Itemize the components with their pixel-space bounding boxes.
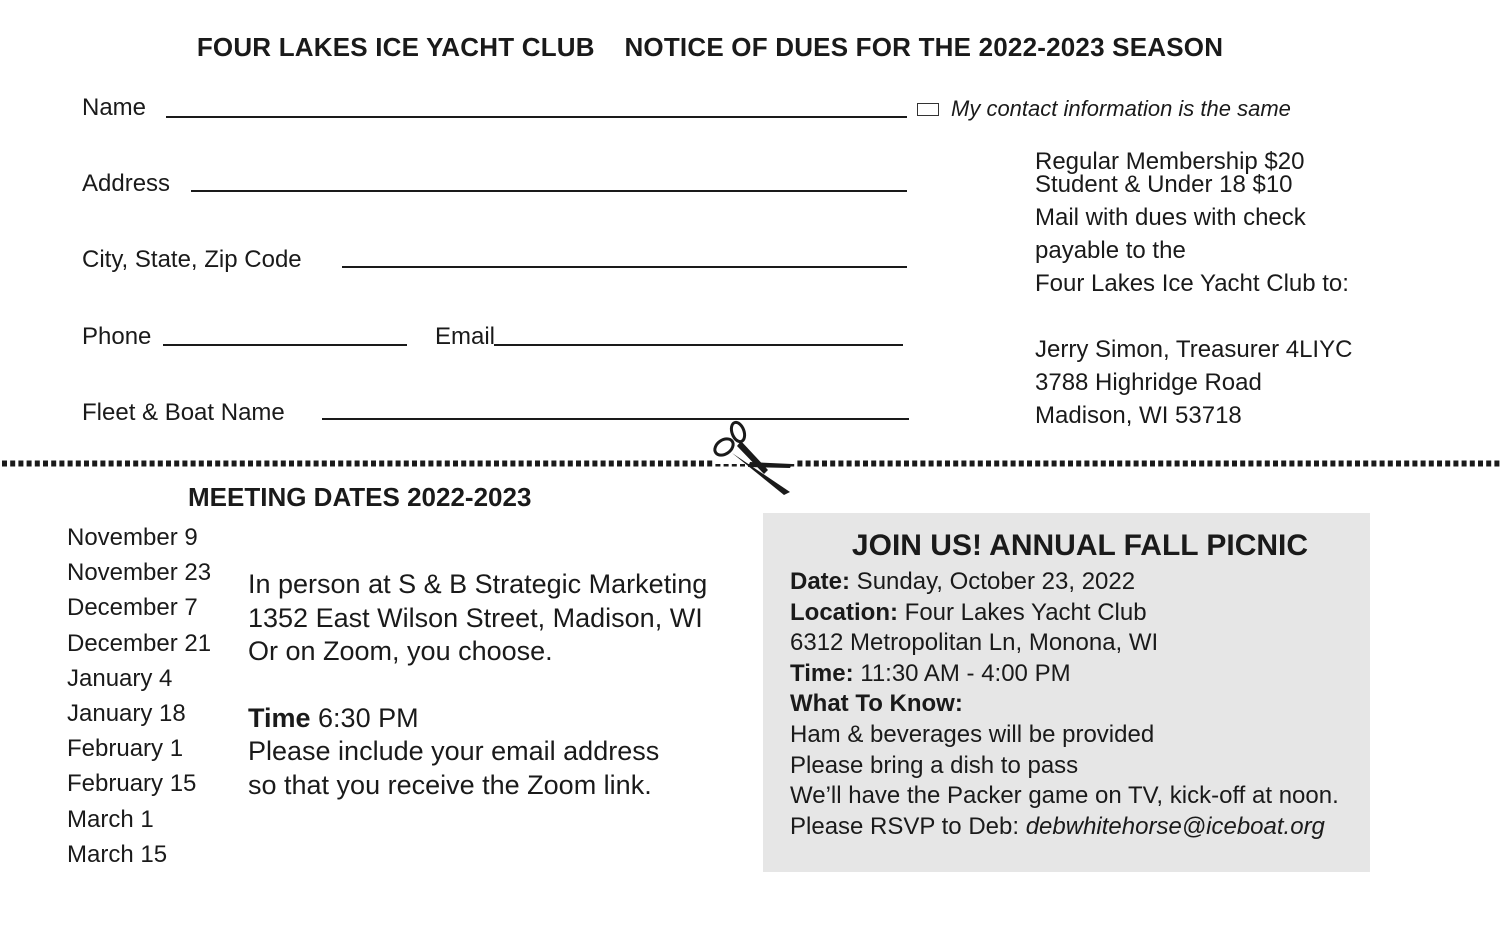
meeting-date: December 7 — [67, 594, 198, 622]
email-label: Email — [435, 323, 496, 350]
picnic-location-label: Location: — [790, 598, 898, 626]
notice-title: FOUR LAKES ICE YACHT CLUB NOTICE OF DUES FOR THE 2022-2023 SEASON — [196, 32, 1224, 62]
picnic-time-label: Time: — [790, 659, 854, 687]
email-note-2: so that you receive the Zoom link. — [248, 769, 652, 800]
treasurer-city: Madison, WI 53718 — [1035, 402, 1242, 429]
picnic-item: We’ll have the Packer game on TV, kick-off at noon. — [790, 782, 1339, 810]
picnic-time-value: 11:30 AM - 4:00 PM — [853, 659, 1071, 687]
meeting-date: February 15 — [67, 770, 197, 798]
fleet-boat-label: Fleet & Boat Name — [82, 399, 285, 426]
meeting-date: March 1 — [67, 805, 154, 833]
meeting-location-2: 1352 East Wilson Street, Madison, WI — [248, 602, 703, 633]
fleet-boat-field[interactable] — [322, 418, 909, 420]
scissors-icon — [706, 418, 796, 498]
city-state-zip-label: City, State, Zip Code — [82, 246, 302, 273]
picnic-panel — [763, 513, 1370, 872]
rsvp-label: Please RSVP to Deb: — [790, 812, 1026, 840]
rsvp-email-link[interactable]: debwhitehorse@iceboat.org — [1025, 812, 1325, 840]
email-field[interactable] — [494, 344, 903, 346]
picnic-date-value: Sunday, October 23, 2022 — [850, 568, 1136, 595]
picnic-item: Ham & beverages will be provided — [790, 720, 1155, 748]
picnic-location-value: Four Lakes Yacht Club — [898, 598, 1147, 626]
same-contact-checkbox[interactable] — [917, 103, 939, 116]
treasurer-street: 3788 Highridge Road — [1035, 369, 1262, 396]
email-note-1: Please include your email address — [248, 736, 660, 766]
picnic-location — [790, 598, 1370, 629]
meeting-date: January 18 — [67, 700, 186, 728]
meeting-date: November 23 — [67, 559, 212, 587]
meeting-dates-list — [67, 520, 211, 872]
meeting-date: December 21 — [67, 629, 212, 657]
picnic-title: JOIN US! ANNUAL FALL PICNIC — [851, 529, 1309, 562]
meeting-date: February 1 — [67, 735, 184, 763]
meeting-time-value: 6:30 PM — [310, 702, 419, 733]
picnic-address: 6312 Metropolitan Ln, Monona, WI — [790, 629, 1159, 657]
picnic-details — [790, 567, 1370, 842]
picnic-date-label: Date: — [790, 568, 851, 595]
mail-instructions-1: Mail with dues with check — [1035, 204, 1306, 231]
same-contact-label: My contact information is the same — [951, 96, 1291, 121]
name-label: Name — [82, 94, 147, 121]
picnic-date — [790, 567, 1370, 598]
regular-membership: Regular Membership $20 — [1035, 148, 1305, 175]
picnic-item: Please bring a dish to pass — [790, 751, 1079, 779]
picnic-time — [790, 659, 1370, 690]
name-field[interactable] — [166, 116, 907, 118]
phone-label: Phone — [82, 323, 152, 350]
dues-info — [1035, 145, 1352, 432]
meeting-info — [248, 568, 707, 802]
meeting-date: November 9 — [67, 524, 198, 551]
student-membership: Student & Under 18 $10 — [1035, 171, 1293, 198]
phone-field[interactable] — [163, 344, 407, 346]
mail-instructions-3: Four Lakes Ice Yacht Club to: — [1035, 270, 1349, 297]
meeting-location-3: Or on Zoom, you choose. — [248, 636, 553, 666]
picnic-know-label: What To Know: — [790, 690, 963, 718]
treasurer-name: Jerry Simon, Treasurer 4LIYC — [1035, 336, 1353, 363]
picnic-rsvp — [790, 812, 1370, 843]
city-state-zip-field[interactable] — [342, 266, 907, 268]
address-field[interactable] — [191, 190, 907, 192]
address-label: Address — [82, 170, 171, 197]
meeting-location-1: In person at S & B Strategic Marketing — [248, 569, 708, 599]
meeting-dates-title: MEETING DATES 2022-2023 — [188, 482, 532, 512]
meeting-date: March 15 — [67, 840, 168, 868]
meeting-time — [248, 702, 707, 736]
meeting-time-label: Time — [248, 702, 311, 733]
mail-instructions-2: payable to the — [1035, 237, 1186, 264]
meeting-date: January 4 — [67, 664, 173, 692]
